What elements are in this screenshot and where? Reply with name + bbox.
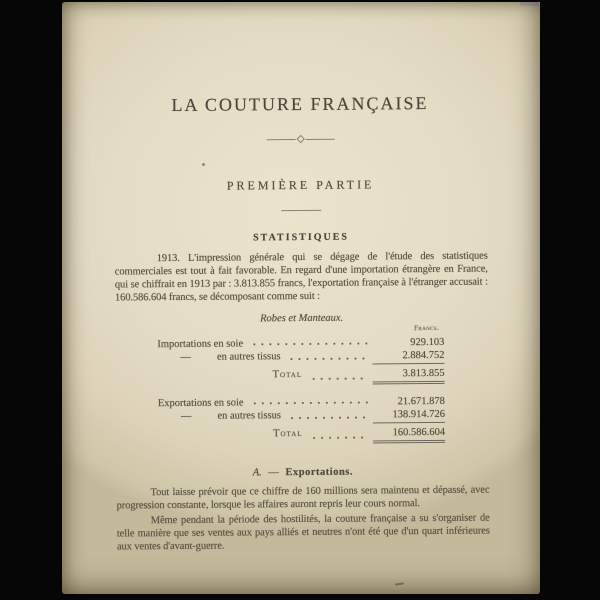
body-paragraph: Même pendant la période des hostilités, la couture française a su s'organiser de telle manière que ses ventes aux pays alliés et neutres n'ont été que d'un quart inférieures aux ventes d'avant-guerre. (116, 512, 490, 553)
subsection-label: Exportations. (285, 466, 354, 479)
dot-leader (251, 395, 369, 409)
total-label: Total (273, 427, 303, 440)
subsection-separator: — (268, 467, 279, 479)
page-content (113, 1, 491, 596)
row-value: 929.103 (410, 336, 445, 349)
imports-table (115, 336, 488, 387)
currency-column-header: Francs. (414, 323, 440, 333)
ditto-dash: — (180, 410, 192, 422)
table-row-exports-total (116, 426, 489, 446)
ditto-dash: — (180, 351, 192, 363)
dot-leader (288, 408, 369, 424)
dot-leader (287, 349, 368, 365)
exports-table (116, 395, 489, 446)
table-caption: Robes et Manteaux. (260, 312, 344, 325)
table-row-imports-other (115, 349, 488, 367)
book-page (62, 2, 540, 594)
subsection-letter: A. (252, 467, 262, 479)
section-rule (281, 210, 321, 211)
ornament-diamond-icon (296, 135, 304, 143)
row-value: 21.671.878 (397, 395, 445, 408)
ornament-line-left (266, 139, 295, 140)
dot-leader (309, 367, 369, 384)
ornament-divider (114, 135, 487, 144)
dot-leader (250, 336, 368, 350)
intro-paragraph: 1913. L'impression générale qui se dégage de l'étude des statistiques commerciales est tout à fait favorable. En regard d'une importation étrangère en France, qui se chiffrait en 1913 par : 3.813.855 francs, l'exportation française à l'étranger accusait : 160.586.604 francs, se décomposant comme suit : (114, 250, 488, 304)
row-label: Exportations en soie (157, 397, 244, 410)
row-label: en autres tissus (216, 351, 281, 363)
part-heading: PREMIÈRE PARTIE (226, 177, 375, 193)
page-title: LA COUTURE FRANÇAISE (171, 92, 429, 116)
body-paragraph: Tout laisse prévoir que ce chiffre de 160 millions sera maintenu et dépassé, avec progression constante, lorsque les affaires auront repris leur cours normal. (116, 484, 490, 512)
table-row-imports-total (116, 367, 489, 387)
subsection-heading (116, 466, 489, 480)
dot-leader (310, 426, 370, 443)
row-label: en autres tissus (217, 410, 282, 422)
row-value: 138.914.726 (373, 408, 445, 424)
total-value: 3.813.855 (373, 367, 445, 385)
row-label: Importations en soie (157, 338, 244, 351)
total-value: 160.586.604 (373, 426, 445, 444)
paper-speck (202, 163, 205, 166)
row-value: 2.884.752 (372, 349, 444, 365)
section-heading: STATISTIQUES (253, 231, 350, 244)
table-row-exports-other (116, 408, 489, 426)
page-corner-highlight (520, 2, 540, 6)
ornament-line-right (305, 138, 334, 139)
total-label: Total (272, 368, 303, 381)
